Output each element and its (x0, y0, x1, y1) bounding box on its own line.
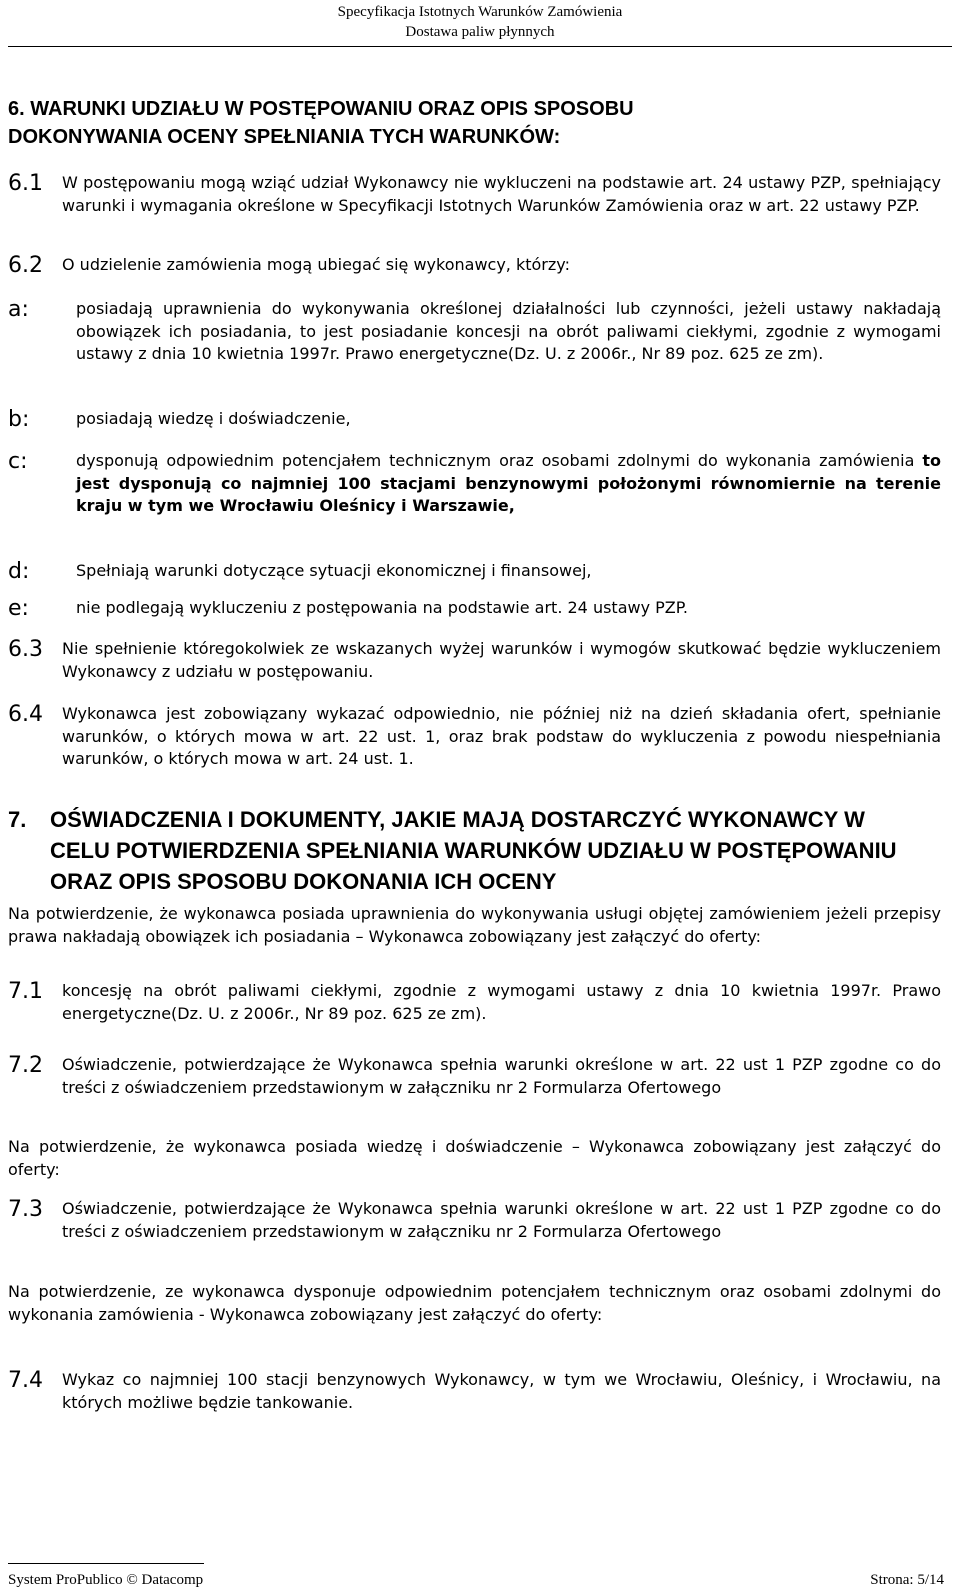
clause-text: O udzielenie zamówienia mogą ubiegać się wykonawcy, którzy: (62, 255, 570, 274)
condition-text-plain: dysponują odpowiednim potencjałem technicznym oraz osobami zdolnymi do wykonania zamówienia (76, 451, 923, 470)
clause-text: koncesję na obrót paliwami ciekłymi, zgodnie z wymogami ustawy z dnia 10 kwietnia 1997r. Prawo energetyczne(Dz. U. z 2006r., Nr 89 poz. 625 ze zm). (62, 981, 941, 1023)
section-title: OŚWIADCZENIA I DOKUMENTY, JAKIE MAJĄ DOSTARCZYĆ WYKONAWCY W CELU POTWIERDZENIA SPEŁNIANIA WARUNKÓW UDZIAŁU W POSTĘPOWANIU ORAZ OPIS SPOSOBU DOKONANIA ICH OCENY (50, 807, 897, 894)
condition-a (8, 298, 941, 366)
clause-label: 7.2 (8, 1053, 43, 1078)
condition-text: nie podlegają wykluczeniu z postępowania na podstawie art. 24 ustawy PZP. (76, 598, 688, 617)
page-number: Strona: 5/14 (870, 1572, 944, 1588)
condition-label: a: (8, 297, 29, 322)
clause-7-3 (8, 1198, 941, 1243)
condition-c (8, 450, 941, 518)
section-number: 7. (8, 807, 27, 832)
condition-text: Spełniają warunki dotyczące sytuacji ekonomicznej i finansowej, (76, 561, 592, 580)
clause-text: W postępowaniu mogą wziąć udział Wykonawcy nie wykluczeni na podstawie art. 24 ustawy PZP, spełniający warunki i wymagania określone w Specyfikacji Istotnych Warunków Zamówienia oraz w art. 22 ustawy PZP. (62, 173, 941, 215)
document-subtitle: Dostawa paliw płynnych (405, 24, 555, 40)
clause-label: 6.3 (8, 637, 43, 662)
clause-7-2 (8, 1054, 941, 1099)
clause-label: 6.4 (8, 702, 43, 727)
condition-text-bold: to jest dysponują co najmniej 100 stacjami benzynowymi położonymi równomiernie na terenie kraju w tym we Wrocławiu Oleśnicy i Warszawie, (76, 451, 941, 515)
clause-6-4 (8, 703, 941, 771)
condition-d (8, 560, 941, 583)
footer-copyright: System ProPublico © Datacomp (8, 1572, 204, 1588)
section-7-intro-3: Na potwierdzenie, ze wykonawca dysponuje odpowiednim potencjałem technicznym oraz osobami zdolnymi do wykonania zamówienia - Wykonawca zobowiązany jest załączyć do oferty: (8, 1282, 941, 1324)
page-header (0, 2, 960, 42)
clause-text: Oświadczenie, potwierdzające że Wykonawca spełnia warunki określone w art. 22 ust 1 PZP zgodne co do treści z oświadczeniem przedstawionym w załączniku nr 2 Formularza Ofertowego (62, 1199, 941, 1241)
condition-e (8, 597, 941, 620)
condition-b (8, 408, 941, 431)
clause-label: 6.1 (8, 171, 43, 196)
condition-text: posiadają uprawnienia do wykonywania określonej działalności lub czynności, jeżeli ustawy nakładają obowiązek ich posiadania, to jest posiadanie koncesji na obrót paliwami ciekłymi, zgodnie z wymogami ustawy z dnia 10 kwietnia 1997r. Prawo energetyczne(Dz. U. z 2006r., Nr 89 poz. 625 ze zm). (76, 299, 941, 363)
header-divider (8, 46, 952, 47)
condition-label: b: (8, 407, 30, 432)
section-7-heading (8, 804, 938, 897)
clause-label: 6.2 (8, 253, 43, 278)
clause-label: 7.3 (8, 1197, 43, 1222)
clause-label: 7.4 (8, 1368, 43, 1393)
section-7-intro-2: Na potwierdzenie, że wykonawca posiada wiedzę i doświadczenie – Wykonawca zobowiązany jest załączyć do oferty: (8, 1137, 941, 1179)
clause-text: Nie spełnienie któregokolwiek ze wskazanych wyżej warunków i wymogów skutkować będzie wykluczeniem Wykonawcy z udziału w postępowaniu. (62, 639, 941, 681)
condition-label: d: (8, 559, 30, 584)
document-title: Specyfikacja Istotnych Warunków Zamówienia (337, 4, 623, 20)
clause-6-3 (8, 638, 941, 683)
condition-label: e: (8, 596, 29, 621)
condition-label: c: (8, 449, 28, 474)
clause-7-4 (8, 1369, 941, 1414)
clause-text: Wykonawca jest zobowiązany wykazać odpowiednio, nie później niż na dzień składania ofert, spełnianie warunków, o których mowa w art. 22 ust. 1, oraz brak podstaw do wykluczenia z powodu niespełniania warunków, o których mowa w art. 24 ust. 1. (62, 704, 941, 768)
clause-6-1 (8, 172, 941, 217)
clause-text: Wykaz co najmniej 100 stacji benzynowych Wykonawcy, w tym we Wrocławiu, Oleśnicy, i Wrocławiu, na których możliwe będzie tankowanie. (62, 1370, 941, 1412)
clause-label: 7.1 (8, 979, 43, 1004)
section-6-heading: 6. WARUNKI UDZIAŁU W POSTĘPOWANIU ORAZ OPIS SPOSOBU DOKONYWANIA OCENY SPEŁNIANIA TYCH WARUNKÓW: (8, 98, 634, 148)
clause-7-1 (8, 980, 941, 1025)
clause-text: Oświadczenie, potwierdzające że Wykonawca spełnia warunki określone w art. 22 ust 1 PZP zgodne co do treści z oświadczeniem przedstawionym w załączniku nr 2 Formularza Ofertowego (62, 1055, 941, 1097)
condition-text (76, 450, 941, 518)
clause-6-2 (8, 254, 941, 277)
condition-text: posiadają wiedzę i doświadczenie, (76, 409, 351, 428)
footer-divider (8, 1563, 204, 1564)
section-7-intro-1: Na potwierdzenie, że wykonawca posiada uprawnienia do wykonywania usługi objętej zamówieniem jeżeli przepisy prawa nakładają obowiązek ich posiadania – Wykonawca zobowiązany jest załączyć do oferty: (8, 904, 941, 946)
